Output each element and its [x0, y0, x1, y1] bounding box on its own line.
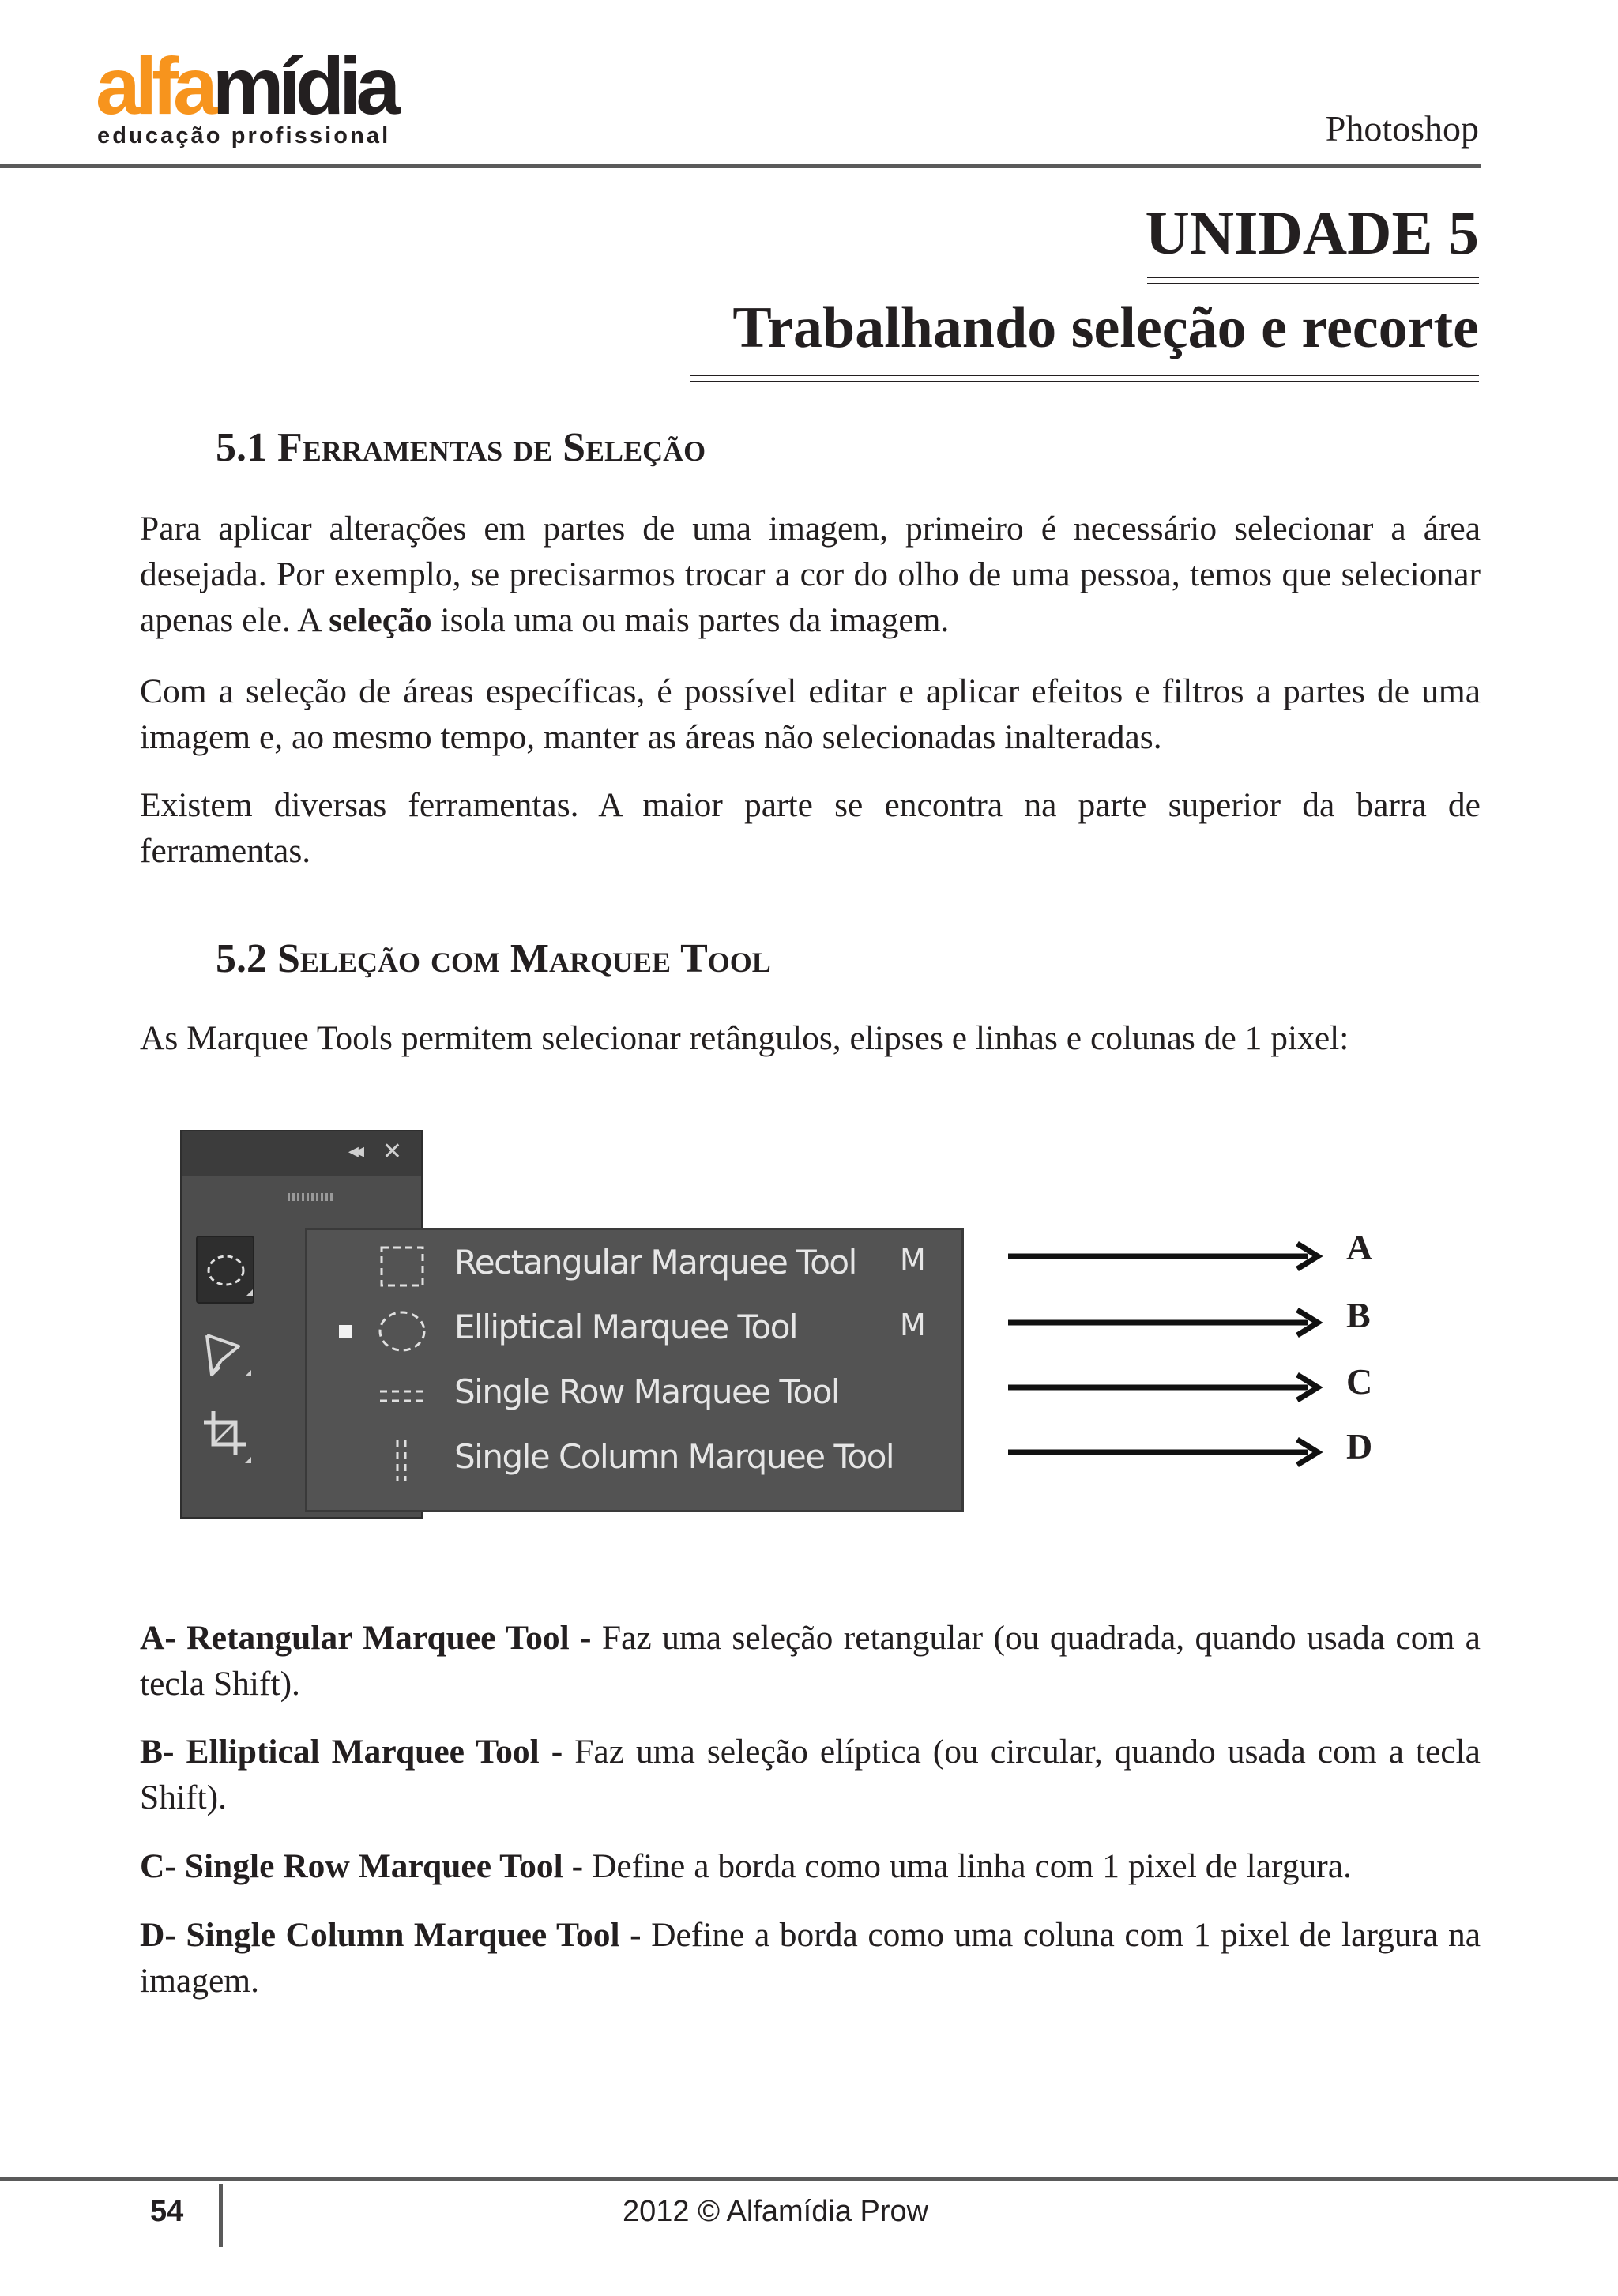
polygonal-lasso-icon [196, 1318, 254, 1386]
description-term: C- Single Row Marquee Tool - [140, 1847, 584, 1885]
paragraph-specific-areas: Com a seleção de áreas específicas, é possível editar e aplicar efeitos e filtros a partes de uma imagem e, ao mesmo tempo, manter as áreas não selecionadas inalteradas. [140, 672, 1481, 756]
description-c [140, 1843, 1481, 1889]
marquee-flyout-menu [305, 1228, 964, 1512]
menu-item-label: Single Column Marquee Tool [454, 1437, 894, 1476]
description-text: Faz uma seleção retangular (ou quadrada, quando usada com a tecla Shift). [140, 1619, 1481, 1703]
menu-item-label: Single Row Marquee Tool [454, 1372, 840, 1411]
rect-marquee-icon [377, 1244, 427, 1289]
menu-item-label: Rectangular Marquee Tool [454, 1243, 856, 1282]
callout-letter-a: A [1346, 1227, 1373, 1267]
single-row-marquee-icon [377, 1374, 427, 1418]
callout-letter-d: D [1346, 1426, 1373, 1466]
logo-alfa: alfa [96, 41, 213, 131]
paragraph-marquee-intro: As Marquee Tools permitem selecionar retângulos, elipses e linhas e colunas de 1 pixel: [140, 1019, 1349, 1057]
tools-panel-titlebar [182, 1131, 421, 1176]
logo-wordmark [96, 41, 396, 131]
description-b [140, 1729, 1481, 1820]
menu-item-rectangular-marquee[interactable] [307, 1233, 961, 1298]
unit-title-rule [1147, 277, 1479, 278]
paragraph-selection-intro [140, 506, 1481, 643]
menu-item-label: Elliptical Marquee Tool [454, 1308, 798, 1346]
chapter-title-rule-2 [690, 381, 1479, 382]
menu-item-single-row-marquee[interactable] [307, 1363, 961, 1428]
logo-tagline: educação profissional [97, 123, 391, 149]
footer-divider [0, 2177, 1618, 2181]
menu-item-shortcut: M [900, 1243, 926, 1278]
marquee-tool-button[interactable] [196, 1236, 254, 1304]
single-column-marquee-icon [377, 1439, 427, 1483]
close-panel-icon[interactable]: ✕ [382, 1138, 402, 1165]
logo-midia: mídia [212, 41, 396, 131]
menu-item-elliptical-marquee[interactable] [307, 1298, 961, 1363]
callout-letter-b: B [1346, 1295, 1371, 1335]
chapter-title-rule [690, 375, 1479, 376]
unit-title: UNIDADE 5 [1145, 198, 1479, 267]
description-term: B- Elliptical Marquee Tool - [140, 1733, 563, 1771]
lasso-tool-button[interactable] [196, 1318, 254, 1386]
ellipse-marquee-icon [198, 1237, 256, 1305]
description-term: A- Retangular Marquee Tool - [140, 1619, 592, 1657]
p1-text-end: isola uma ou mais partes da imagem. [431, 601, 950, 639]
arrow-right-icon [1008, 1240, 1326, 1272]
section-heading-5-1: 5.1 Ferramentas de Seleção [216, 425, 706, 470]
alfamidia-logo [96, 41, 412, 152]
description-d [140, 1912, 1481, 2004]
p1-bold-term: seleção [329, 601, 432, 639]
panel-grip-handle[interactable] [288, 1193, 335, 1201]
ellipse-marquee-icon [377, 1309, 427, 1353]
section-heading-5-2: 5.2 Seleção com Marquee Tool [216, 936, 771, 981]
description-text: Faz uma seleção elíptica (ou circular, quando usada com a tecla Shift). [140, 1733, 1481, 1816]
menu-item-shortcut: M [900, 1308, 926, 1342]
callout-letter-c: C [1346, 1361, 1373, 1402]
p1-text-start: Para aplicar alterações em partes de uma imagem, primeiro é necessário selecionar a área desejada. Por exemplo, se precisarmos trocar a cor do olho de uma pessoa, temos que selecionar apenas ele. A [140, 510, 1481, 639]
chapter-title: Trabalhando seleção e recorte [732, 295, 1479, 360]
selected-bullet-icon [339, 1325, 352, 1338]
header-divider [0, 164, 1481, 168]
crop-icon [196, 1400, 254, 1468]
paragraph-tools-location: Existem diversas ferramentas. A maior parte se encontra na parte superior da barra de ferramentas. [140, 786, 1481, 870]
description-text: Define a borda como uma linha com 1 pixel de largura. [583, 1847, 1352, 1885]
menu-item-single-column-marquee[interactable] [307, 1428, 961, 1492]
arrow-right-icon [1008, 1436, 1326, 1468]
page-number: 54 [150, 2195, 184, 2228]
marquee-tools-figure [180, 1130, 1381, 1525]
unit-title-rule-2 [1147, 283, 1479, 284]
description-a [140, 1615, 1481, 1707]
crop-tool-button[interactable] [196, 1400, 254, 1468]
arrow-right-icon [1008, 1372, 1326, 1403]
collapse-panel-icon[interactable]: ◂◂ [348, 1139, 359, 1163]
footer-separator [219, 2184, 223, 2247]
description-text: Define a borda como uma coluna com 1 pixel de largura na imagem. [140, 1916, 1481, 2000]
footer-copyright: 2012 © Alfamídia Prow [623, 2195, 929, 2228]
arrow-right-icon [1008, 1307, 1326, 1338]
description-term: D- Single Column Marquee Tool - [140, 1916, 642, 1954]
header-product-name: Photoshop [1325, 108, 1479, 149]
